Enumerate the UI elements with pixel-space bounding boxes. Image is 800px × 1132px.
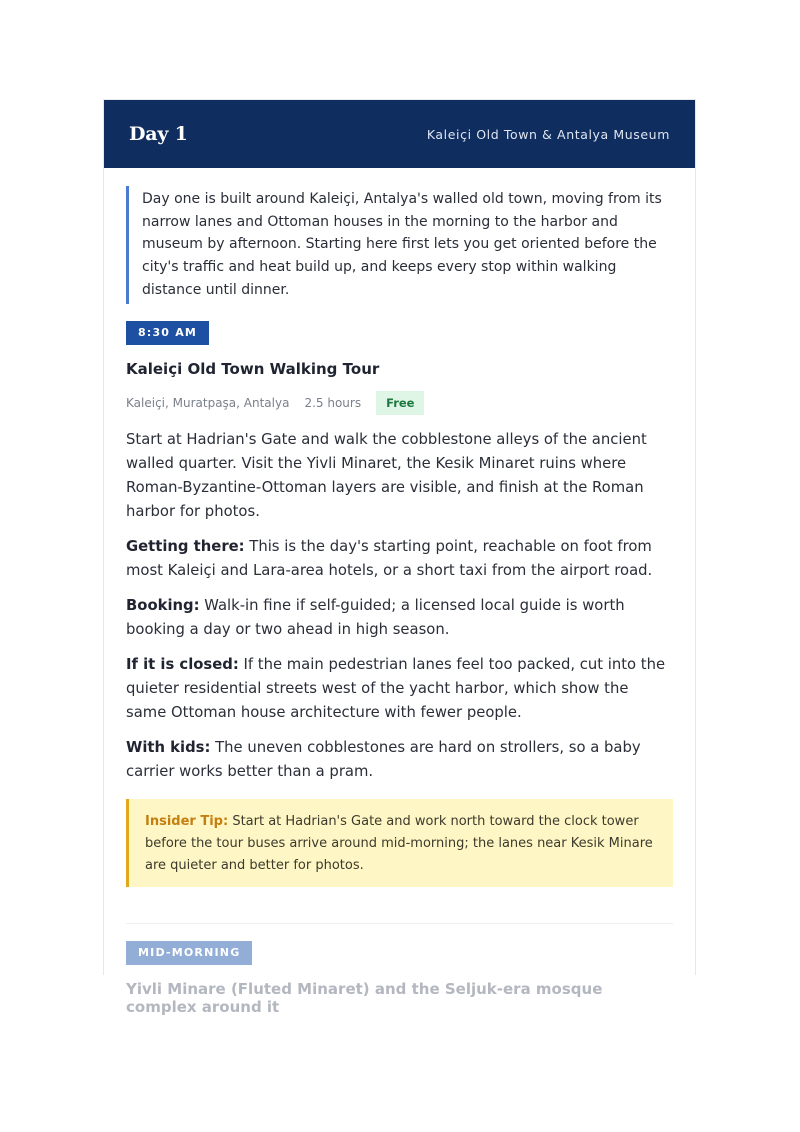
day-subtitle: Kaleiçi Old Town & Antalya Museum (426, 126, 670, 142)
if-closed-text: If the main pedestrian lanes feel too packed, cut into the quieter residential streets west of the yacht harbor, which show the same Ottoman house architecture with fewer people. (126, 655, 666, 721)
day-intro: Day one is built around Kaleiçi, Antalya's walled old town, moving from its narrow lanes and Ottoman houses in the morning to the harbor and museum by afternoon. Starting here first lets you get oriented before the city's traffic and heat build up, and keeps every stop within walking distance until dinner. (126, 186, 673, 304)
activity-title: Kaleiçi Old Town Walking Tour (126, 359, 380, 378)
next-time-badge: MID-MORNING (126, 941, 252, 965)
insider-tip (126, 799, 673, 887)
day-header (104, 100, 695, 168)
getting-there (126, 535, 673, 583)
time-badge: 8:30 AM (126, 321, 209, 345)
with-kids (126, 736, 673, 784)
booking (126, 594, 673, 642)
activity-meta (126, 391, 673, 415)
getting-there-label: Getting there: (126, 537, 245, 555)
if-closed (126, 653, 673, 725)
activity-duration: 2.5 hours (304, 395, 362, 410)
getting-there-text: This is the day's starting point, reachable on foot from most Kaleiçi and Lara-area hotels, or a short taxi from the airport road. (126, 537, 653, 579)
next-activity-title: Yivli Minare (Fluted Minaret) and the Seljuk-era mosque complex around it (126, 979, 603, 1016)
day-title: Day 1 (129, 123, 188, 145)
with-kids-text: The uneven cobblestones are hard on strollers, so a baby carrier works better than a pram. (126, 738, 641, 780)
with-kids-label: With kids: (126, 738, 211, 756)
activity-description: Start at Hadrian's Gate and walk the cobblestone alleys of the ancient walled quarter. Visit the Yivli Minaret, the Kesik Minaret ruins where Roman-Byzantine-Ottoman layers are visible, and finish at the Roman harbor for photos. (126, 430, 647, 520)
insider-tip-label: Insider Tip: (145, 813, 229, 829)
booking-label: Booking: (126, 596, 200, 614)
booking-text: Walk-in fine if self-guided; a licensed local guide is worth booking a day or two ahead in high season. (126, 596, 625, 638)
activity-location: Kaleiçi, Muratpaşa, Antalya (126, 395, 290, 410)
insider-tip-text: Start at Hadrian's Gate and work north toward the clock tower before the tour buses arrive around mid-morning; the lanes near Kesik Minare are quieter and better for photos. (145, 813, 653, 873)
day-content (104, 186, 695, 1016)
day-card (103, 99, 696, 1016)
if-closed-label: If it is closed: (126, 655, 239, 673)
price-badge: Free (376, 391, 424, 415)
activity-divider (126, 923, 673, 924)
